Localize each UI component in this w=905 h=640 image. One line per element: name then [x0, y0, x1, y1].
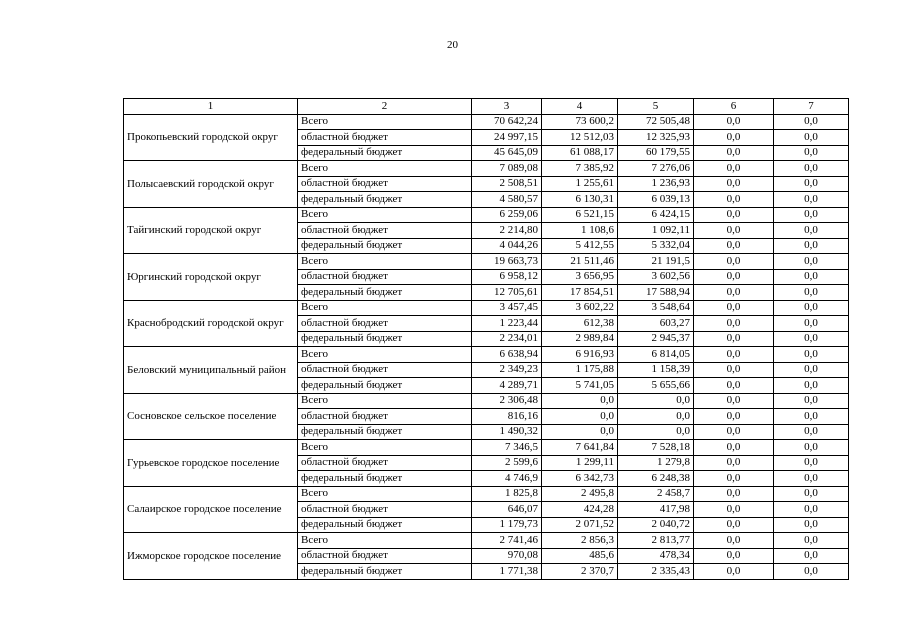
budget-type-cell: Всего [298, 254, 472, 270]
value-col-5: 60 179,55 [618, 145, 694, 161]
value-col-3: 4 289,71 [472, 378, 542, 394]
value-col-7: 0,0 [774, 393, 849, 409]
budget-type-cell: областной бюджет [298, 362, 472, 378]
budget-type-cell: областной бюджет [298, 455, 472, 471]
table-row [124, 347, 849, 363]
value-col-4: 61 088,17 [542, 145, 618, 161]
value-col-6: 0,0 [694, 347, 774, 363]
value-col-7: 0,0 [774, 486, 849, 502]
budget-type-cell: областной бюджет [298, 130, 472, 146]
value-col-4: 612,38 [542, 316, 618, 332]
header-col-1: 1 [124, 99, 298, 115]
value-col-6: 0,0 [694, 238, 774, 254]
value-col-6: 0,0 [694, 378, 774, 394]
value-col-4: 424,28 [542, 502, 618, 518]
value-col-3: 6 259,06 [472, 207, 542, 223]
value-col-6: 0,0 [694, 471, 774, 487]
value-col-6: 0,0 [694, 486, 774, 502]
value-col-7: 0,0 [774, 238, 849, 254]
page-number: 20 [447, 39, 458, 51]
value-col-5: 3 602,56 [618, 269, 694, 285]
value-col-5: 5 655,66 [618, 378, 694, 394]
value-col-6: 0,0 [694, 300, 774, 316]
table-row [124, 161, 849, 177]
value-col-4: 5 741,05 [542, 378, 618, 394]
budget-type-cell: Всего [298, 440, 472, 456]
value-col-6: 0,0 [694, 424, 774, 440]
budget-type-cell: областной бюджет [298, 316, 472, 332]
municipality-name: Юргинский городской округ [124, 254, 298, 301]
value-col-3: 7 346,5 [472, 440, 542, 456]
budget-type-cell: федеральный бюджет [298, 238, 472, 254]
budget-type-cell: Всего [298, 207, 472, 223]
value-col-4: 1 175,88 [542, 362, 618, 378]
value-col-5: 7 276,06 [618, 161, 694, 177]
value-col-7: 0,0 [774, 548, 849, 564]
value-col-3: 24 997,15 [472, 130, 542, 146]
value-col-4: 2 495,8 [542, 486, 618, 502]
municipality-name: Ижморское городское поселение [124, 533, 298, 580]
value-col-5: 0,0 [618, 424, 694, 440]
header-col-5: 5 [618, 99, 694, 115]
value-col-7: 0,0 [774, 316, 849, 332]
value-col-4: 6 130,31 [542, 192, 618, 208]
value-col-5: 6 424,15 [618, 207, 694, 223]
value-col-3: 1 179,73 [472, 517, 542, 533]
budget-table [123, 98, 849, 580]
table-row [124, 440, 849, 456]
value-col-7: 0,0 [774, 300, 849, 316]
value-col-7: 0,0 [774, 192, 849, 208]
value-col-5: 72 505,48 [618, 114, 694, 130]
table-row [124, 114, 849, 130]
value-col-6: 0,0 [694, 145, 774, 161]
value-col-5: 17 588,94 [618, 285, 694, 301]
value-col-4: 485,6 [542, 548, 618, 564]
value-col-5: 2 040,72 [618, 517, 694, 533]
value-col-3: 6 958,12 [472, 269, 542, 285]
value-col-7: 0,0 [774, 285, 849, 301]
value-col-5: 6 248,38 [618, 471, 694, 487]
value-col-3: 2 214,80 [472, 223, 542, 239]
budget-type-cell: областной бюджет [298, 409, 472, 425]
value-col-3: 1 771,38 [472, 564, 542, 580]
value-col-6: 0,0 [694, 161, 774, 177]
value-col-4: 0,0 [542, 409, 618, 425]
budget-type-cell: федеральный бюджет [298, 424, 472, 440]
value-col-5: 7 528,18 [618, 440, 694, 456]
budget-type-cell: федеральный бюджет [298, 517, 472, 533]
value-col-4: 2 071,52 [542, 517, 618, 533]
value-col-4: 1 299,11 [542, 455, 618, 471]
value-col-5: 2 458,7 [618, 486, 694, 502]
value-col-3: 2 234,01 [472, 331, 542, 347]
header-col-7: 7 [774, 99, 849, 115]
value-col-5: 0,0 [618, 409, 694, 425]
value-col-7: 0,0 [774, 207, 849, 223]
value-col-6: 0,0 [694, 362, 774, 378]
value-col-3: 3 457,45 [472, 300, 542, 316]
value-col-6: 0,0 [694, 285, 774, 301]
value-col-6: 0,0 [694, 331, 774, 347]
value-col-5: 2 945,37 [618, 331, 694, 347]
value-col-7: 0,0 [774, 362, 849, 378]
budget-type-cell: федеральный бюджет [298, 471, 472, 487]
value-col-5: 6 039,13 [618, 192, 694, 208]
value-col-4: 6 342,73 [542, 471, 618, 487]
value-col-7: 0,0 [774, 269, 849, 285]
municipality-name: Тайгинский городской округ [124, 207, 298, 254]
value-col-7: 0,0 [774, 517, 849, 533]
value-col-4: 6 916,93 [542, 347, 618, 363]
value-col-5: 0,0 [618, 393, 694, 409]
header-col-2: 2 [298, 99, 472, 115]
value-col-3: 2 306,48 [472, 393, 542, 409]
value-col-4: 12 512,03 [542, 130, 618, 146]
municipality-name: Беловский муниципальный район [124, 347, 298, 394]
header-col-6: 6 [694, 99, 774, 115]
table-row [124, 207, 849, 223]
value-col-3: 1 223,44 [472, 316, 542, 332]
value-col-7: 0,0 [774, 254, 849, 270]
value-col-7: 0,0 [774, 347, 849, 363]
value-col-5: 1 158,39 [618, 362, 694, 378]
value-col-6: 0,0 [694, 533, 774, 549]
value-col-4: 5 412,55 [542, 238, 618, 254]
header-col-3: 3 [472, 99, 542, 115]
budget-type-cell: Всего [298, 161, 472, 177]
value-col-6: 0,0 [694, 548, 774, 564]
value-col-5: 1 279,8 [618, 455, 694, 471]
budget-type-cell: Всего [298, 486, 472, 502]
value-col-3: 816,16 [472, 409, 542, 425]
budget-type-cell: Всего [298, 347, 472, 363]
budget-type-cell: областной бюджет [298, 223, 472, 239]
table-row [124, 393, 849, 409]
value-col-5: 1 092,11 [618, 223, 694, 239]
table-row [124, 300, 849, 316]
value-col-3: 1 825,8 [472, 486, 542, 502]
municipality-name: Салаирское городское поселение [124, 486, 298, 533]
header-col-4: 4 [542, 99, 618, 115]
value-col-5: 6 814,05 [618, 347, 694, 363]
value-col-3: 646,07 [472, 502, 542, 518]
value-col-6: 0,0 [694, 176, 774, 192]
budget-type-cell: областной бюджет [298, 502, 472, 518]
value-col-6: 0,0 [694, 502, 774, 518]
value-col-7: 0,0 [774, 533, 849, 549]
value-col-3: 4 044,26 [472, 238, 542, 254]
value-col-7: 0,0 [774, 223, 849, 239]
value-col-5: 5 332,04 [618, 238, 694, 254]
value-col-7: 0,0 [774, 130, 849, 146]
value-col-5: 1 236,93 [618, 176, 694, 192]
value-col-4: 7 641,84 [542, 440, 618, 456]
value-col-3: 970,08 [472, 548, 542, 564]
value-col-4: 2 370,7 [542, 564, 618, 580]
value-col-6: 0,0 [694, 192, 774, 208]
value-col-3: 19 663,73 [472, 254, 542, 270]
budget-type-cell: федеральный бюджет [298, 285, 472, 301]
value-col-7: 0,0 [774, 502, 849, 518]
value-col-4: 3 656,95 [542, 269, 618, 285]
value-col-3: 4 580,57 [472, 192, 542, 208]
value-col-3: 4 746,9 [472, 471, 542, 487]
budget-type-cell: федеральный бюджет [298, 331, 472, 347]
budget-type-cell: Всего [298, 533, 472, 549]
value-col-6: 0,0 [694, 455, 774, 471]
value-col-5: 603,27 [618, 316, 694, 332]
value-col-4: 17 854,51 [542, 285, 618, 301]
value-col-7: 0,0 [774, 145, 849, 161]
budget-type-cell: Всего [298, 114, 472, 130]
value-col-6: 0,0 [694, 254, 774, 270]
value-col-7: 0,0 [774, 409, 849, 425]
value-col-3: 2 508,51 [472, 176, 542, 192]
header-row [124, 99, 849, 115]
municipality-name: Краснобродский городской округ [124, 300, 298, 347]
value-col-6: 0,0 [694, 316, 774, 332]
value-col-3: 6 638,94 [472, 347, 542, 363]
value-col-5: 12 325,93 [618, 130, 694, 146]
value-col-4: 7 385,92 [542, 161, 618, 177]
value-col-7: 0,0 [774, 176, 849, 192]
value-col-6: 0,0 [694, 393, 774, 409]
value-col-5: 2 813,77 [618, 533, 694, 549]
value-col-6: 0,0 [694, 207, 774, 223]
value-col-7: 0,0 [774, 378, 849, 394]
budget-type-cell: Всего [298, 300, 472, 316]
value-col-3: 2 599,6 [472, 455, 542, 471]
value-col-4: 2 856,3 [542, 533, 618, 549]
value-col-5: 21 191,5 [618, 254, 694, 270]
value-col-7: 0,0 [774, 424, 849, 440]
value-col-6: 0,0 [694, 130, 774, 146]
value-col-3: 2 349,23 [472, 362, 542, 378]
value-col-5: 417,98 [618, 502, 694, 518]
value-col-6: 0,0 [694, 564, 774, 580]
value-col-7: 0,0 [774, 471, 849, 487]
value-col-3: 70 642,24 [472, 114, 542, 130]
budget-type-cell: областной бюджет [298, 269, 472, 285]
value-col-6: 0,0 [694, 223, 774, 239]
value-col-6: 0,0 [694, 114, 774, 130]
municipality-name: Полысаевский городской округ [124, 161, 298, 208]
municipality-name: Сосновское сельское поселение [124, 393, 298, 440]
budget-type-cell: федеральный бюджет [298, 564, 472, 580]
value-col-5: 478,34 [618, 548, 694, 564]
value-col-6: 0,0 [694, 269, 774, 285]
value-col-6: 0,0 [694, 440, 774, 456]
value-col-4: 0,0 [542, 393, 618, 409]
budget-type-cell: областной бюджет [298, 176, 472, 192]
value-col-5: 2 335,43 [618, 564, 694, 580]
value-col-7: 0,0 [774, 161, 849, 177]
value-col-7: 0,0 [774, 564, 849, 580]
budget-type-cell: федеральный бюджет [298, 145, 472, 161]
value-col-4: 6 521,15 [542, 207, 618, 223]
value-col-7: 0,0 [774, 114, 849, 130]
municipality-name: Прокопьевский городской округ [124, 114, 298, 161]
value-col-7: 0,0 [774, 455, 849, 471]
value-col-4: 1 108,6 [542, 223, 618, 239]
value-col-3: 2 741,46 [472, 533, 542, 549]
municipality-name: Гурьевское городское поселение [124, 440, 298, 487]
budget-type-cell: Всего [298, 393, 472, 409]
value-col-4: 21 511,46 [542, 254, 618, 270]
budget-type-cell: федеральный бюджет [298, 192, 472, 208]
value-col-7: 0,0 [774, 440, 849, 456]
value-col-3: 12 705,61 [472, 285, 542, 301]
value-col-4: 0,0 [542, 424, 618, 440]
value-col-3: 1 490,32 [472, 424, 542, 440]
value-col-4: 2 989,84 [542, 331, 618, 347]
value-col-4: 73 600,2 [542, 114, 618, 130]
value-col-4: 3 602,22 [542, 300, 618, 316]
budget-type-cell: областной бюджет [298, 548, 472, 564]
value-col-5: 3 548,64 [618, 300, 694, 316]
table-row [124, 254, 849, 270]
value-col-3: 45 645,09 [472, 145, 542, 161]
value-col-7: 0,0 [774, 331, 849, 347]
value-col-6: 0,0 [694, 409, 774, 425]
table-row [124, 486, 849, 502]
value-col-6: 0,0 [694, 517, 774, 533]
value-col-3: 7 089,08 [472, 161, 542, 177]
value-col-4: 1 255,61 [542, 176, 618, 192]
table-row [124, 533, 849, 549]
budget-type-cell: федеральный бюджет [298, 378, 472, 394]
